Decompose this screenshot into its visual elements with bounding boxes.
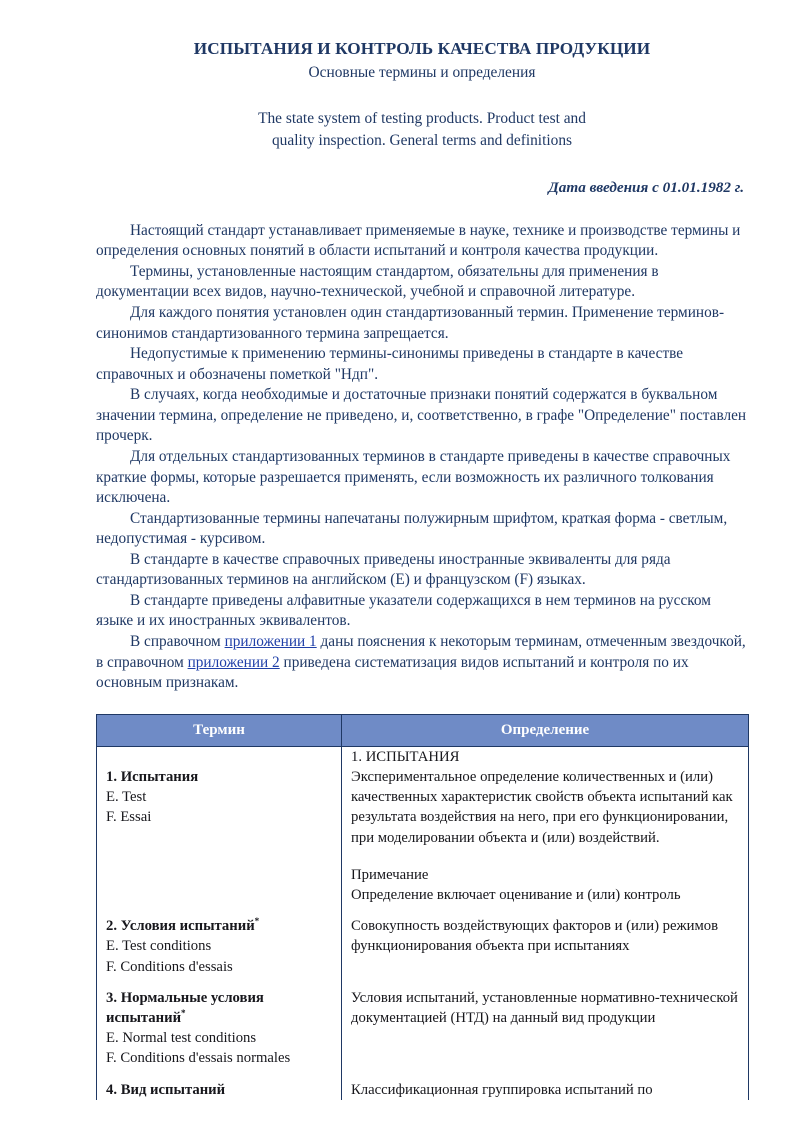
term-english-3: E. Normal test conditions [106, 1030, 257, 1047]
definition-text-3: Условия испытаний, установленные нормативно-технической документацией (НТД) на данный вид продукции [351, 989, 738, 1026]
definition-note-text-1: Определение включает оценивание и (или) контроль [351, 886, 681, 903]
intro-paragraphs [96, 221, 748, 694]
page-title: ИСПЫТАНИЯ И КОНТРОЛЬ КАЧЕСТВА ПРОДУКЦИИ [193, 39, 651, 58]
column-header-term: Термин [97, 714, 342, 746]
spacer-cell-left [97, 1069, 342, 1080]
section-heading-cell: 1. ИСПЫТАНИЯ [342, 746, 749, 767]
link-para-text-after: приведена систематизация видов испытаний и контроля по их основным признакам. [96, 653, 689, 692]
paragraph-9: В стандарте приведены алфавитные указатели содержащихся в нем терминов на русском языке и их иностранных эквивалентов. [96, 591, 711, 630]
english-title-line-2: quality inspection. General terms and definitions [271, 131, 573, 149]
terms-definitions-table [96, 714, 749, 1100]
table-row [97, 916, 749, 977]
appendix-1-link[interactable]: приложении 1 [224, 633, 317, 651]
term-english-2: E. Test conditions [106, 938, 212, 955]
column-header-definition: Определение [342, 714, 749, 746]
term-name-3-text: 3. Нормальные условия испытаний [106, 989, 264, 1026]
table-spacer-row [97, 905, 749, 916]
paragraph-with-appendix-links [96, 632, 748, 694]
link-para-text-middle: даны пояснения к некоторым терминам, отмеченным звездочкой, в справочном [96, 633, 746, 671]
asterisk-marker-3: * [181, 1008, 186, 1019]
link-para-text-before: В справочном [130, 633, 225, 651]
term-name-3 [106, 988, 332, 1028]
table-header-row [97, 714, 749, 746]
paragraph-2: Термины, установленные настоящим стандартом, обязательны для применения в документации всех видов, научно-технической, учебной и справочной литературе. [96, 262, 659, 301]
table-row [97, 988, 749, 1069]
term-cell-2 [97, 916, 342, 977]
term-name-1 [106, 767, 332, 787]
spacer-cell-right [342, 905, 749, 916]
table-spacer-row [97, 1069, 749, 1080]
term-name-2 [106, 916, 332, 936]
appendix-2-link[interactable]: приложении 2 [187, 653, 280, 671]
definition-text-4: Классификационная группировка испытаний по [351, 1081, 653, 1098]
definition-cell-4 [342, 1080, 749, 1100]
paragraph-5: В случаях, когда необходимые и достаточные признаки понятий содержатся в буквальном значении термина, определение не приведено, и, соответственно, в графе "Определение" поставлен прочерк. [96, 386, 747, 445]
term-name-4 [106, 1080, 332, 1100]
table-row [97, 767, 749, 905]
paragraph-4: Недопустимые к применению термины-синонимы приведены в стандарте в качестве справочных и обозначены пометкой "Ндп". [96, 345, 684, 383]
spacer-cell-right [342, 1069, 749, 1080]
term-cell-3 [97, 988, 342, 1069]
english-title-line-1: The state system of testing products. Product test and [258, 110, 586, 128]
paragraph-3: Для каждого понятия установлен один стандартизованный термин. Применение терминов-синонимов стандартизованного термина запрещается. [96, 304, 725, 342]
table-section-heading-row [97, 746, 749, 767]
term-name-1-text: 1. Испытания [106, 768, 199, 785]
document-content [96, 38, 748, 1100]
paragraph-1: Настоящий стандарт устанавливает применяемые в науке, технике и производстве термины и определения основных понятий в области испытаний и контроля качества продукции. [96, 221, 741, 260]
definition-cell-1 [342, 767, 749, 905]
term-french-3: F. Conditions d'essais normales [106, 1050, 291, 1067]
paragraph-7: Стандартизованные термины напечатаны полужирным шрифтом, краткая форма - светлым, недопустимая - курсивом. [96, 509, 728, 548]
term-name-4-text: 4. Вид испытаний [106, 1081, 226, 1098]
term-cell-4 [97, 1080, 342, 1100]
spacer-cell-right [342, 977, 749, 988]
definition-note-gap-1 [351, 848, 739, 865]
definition-text-1: Экспериментальное определение количественных и (или) качественных характеристик свойств объекта испытаний как результата воздействия на него, при его функционировании, при моделировании объекта и (или) воздействий. [351, 768, 733, 846]
effective-date: Дата введения с 01.01.1982 г. [548, 178, 744, 196]
spacer-cell-left [97, 977, 342, 988]
page-subtitle: Основные термины и определения [308, 64, 536, 82]
term-english-1: E. Test [106, 789, 147, 806]
definition-cell-3 [342, 988, 749, 1069]
definition-cell-2 [342, 916, 749, 977]
spacer-cell-left [97, 905, 342, 916]
table-row [97, 1080, 749, 1100]
paragraph-6: Для отдельных стандартизованных терминов в стандарте приведены в качестве справочных краткие формы, которые разрешается применять, если возможность их различного толкования исключена. [96, 447, 731, 507]
table-spacer-row [97, 977, 749, 988]
section-heading-empty-cell [97, 746, 342, 767]
asterisk-marker-2: * [254, 916, 260, 927]
term-name-2-text: 2. Условия испытаний [106, 918, 255, 935]
paragraph-8: В стандарте в качестве справочных приведены иностранные эквиваленты для ряда стандартизованных терминов на английском (Е) и французском (F) языках. [96, 550, 671, 589]
term-french-1: F. Essai [106, 809, 152, 826]
definition-text-2: Совокупность воздействующих факторов и (или) режимов функционирования объекта при испытаниях [351, 918, 719, 955]
definition-note-label-1: Примечание [351, 866, 429, 883]
english-title [96, 108, 748, 152]
term-french-2: F. Conditions d'essais [106, 958, 233, 975]
term-cell-1 [97, 767, 342, 905]
